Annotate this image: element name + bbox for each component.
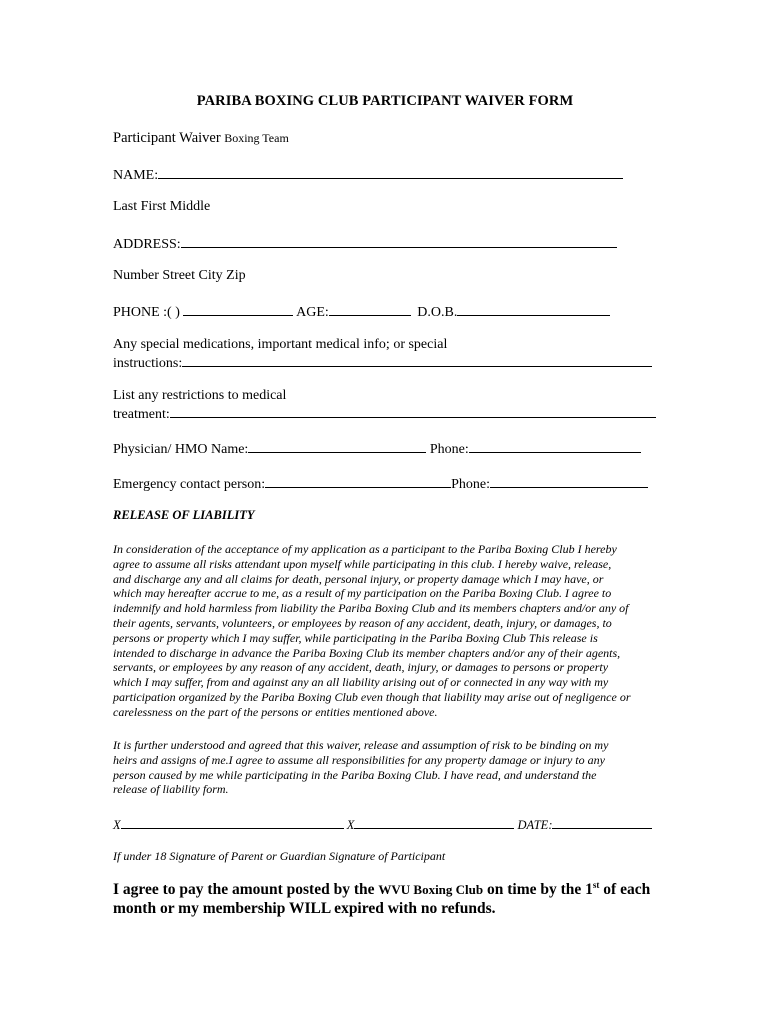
emergency-label: Emergency contact person: [113, 477, 266, 492]
medications-line1: Any special medications, important medical info; or special [113, 337, 448, 352]
medications-row [113, 353, 652, 372]
name-label: NAME: [113, 168, 159, 183]
paragraph-line: their agents, servants, volunteers, or employees by reason of any accident, death, injury, or damages, to [113, 615, 612, 630]
dob-field[interactable] [457, 302, 610, 316]
age-field[interactable] [329, 302, 411, 316]
release-paragraph-1 [113, 542, 661, 720]
paragraph-line: person caused by me while participating in the Pariba Boxing Club. I have read, and understand the [113, 767, 597, 782]
signature-x1: X [113, 818, 121, 832]
phone-label: PHONE :( ) [113, 305, 180, 320]
name-field[interactable] [158, 165, 623, 179]
paragraph-line: intended to discharge in advance the Pariba Boxing Club its member chapters and/or any of their agents, [113, 645, 621, 660]
paragraph-line: release of liability form. [113, 782, 229, 797]
emergency-contact-field[interactable] [265, 474, 451, 488]
agreement-text-a: I agree to pay the amount posted by the [113, 881, 379, 898]
dob-label: D.O.B. [417, 305, 458, 320]
release-heading: RELEASE OF LIABILITY [113, 508, 255, 522]
participant-signature-field[interactable] [121, 815, 344, 829]
emergency-row [113, 474, 648, 493]
release-paragraph-2 [113, 738, 661, 797]
form-title: PARIBA BOXING CLUB PARTICIPANT WAIVER FORM [196, 93, 574, 109]
club-name: WVU Boxing Club [378, 882, 484, 897]
name-row [113, 165, 623, 184]
agreement-text-c: of each [599, 881, 651, 898]
phone-field[interactable] [183, 302, 293, 316]
payment-agreement [113, 880, 650, 918]
paragraph-line: heirs and assigns of me.I agree to assume all responsibilities for any property damage or injury to any [113, 752, 605, 767]
physician-row [113, 439, 641, 458]
restrictions-line1: List any restrictions to medical [113, 388, 287, 403]
age-label: AGE: [296, 305, 329, 320]
signature-row [113, 815, 652, 833]
guardian-signature-field[interactable] [354, 815, 514, 829]
paragraph-line: In consideration of the acceptance of my application as a participant to the Pariba Boxing Club I hereby [113, 542, 617, 556]
physician-label: Physician/ HMO Name: [113, 442, 249, 457]
paragraph-line: servants, or employees by any reason of any accident, death, injury, or damages to persons or property [113, 660, 609, 675]
address-label: ADDRESS: [113, 237, 181, 252]
address-parts-hint: Number Street City Zip [113, 268, 246, 283]
restrictions-field[interactable] [170, 404, 656, 418]
date-label: DATE: [517, 818, 553, 832]
restrictions-label: treatment: [113, 407, 170, 422]
name-parts-hint: Last First Middle [113, 199, 211, 214]
emergency-phone-field[interactable] [490, 474, 648, 488]
paragraph-line: It is further understood and agreed that this waiver, release and assumption of risk to be binding on my [113, 738, 609, 752]
agreement-line-1 [113, 880, 650, 899]
address-row [113, 234, 617, 253]
medications-field[interactable] [182, 353, 652, 367]
signature-note: If under 18 Signature of Parent or Guardian Signature of Participant [113, 849, 446, 863]
medications-label: instructions: [113, 356, 183, 371]
restrictions-row [113, 404, 656, 423]
paragraph-line: which I may suffer, from and against any an all liability arising out of or connected in any way with my [113, 675, 609, 690]
agreement-line-2: month or my membership WILL expired with no refunds. [113, 900, 496, 917]
subtitle-main: Participant Waiver [113, 130, 221, 146]
paragraph-line: which may hereafter accrue to me, as a result of my participation on the Pariba Boxing Club. I agree to [113, 586, 612, 601]
paragraph-line: carelessness on the part of the persons or entities mentioned above. [113, 704, 438, 719]
paragraph-line: persons or property which I may suffer, while participating in the Pariba Boxing Club This release is [113, 630, 598, 645]
phone-age-dob-row [113, 302, 610, 321]
ordinal-suffix: st [592, 879, 600, 890]
paragraph-line: agree to assume all risks attendant upon myself while participating in this club. I hereby waive, release, [113, 556, 612, 571]
emergency-phone-label: Phone: [451, 477, 491, 492]
signature-x2: X [346, 818, 355, 832]
paragraph-line: and discharge any and all claims for death, personal injury, or property damage which I may have, or [113, 571, 604, 586]
physician-field[interactable] [248, 439, 426, 453]
physician-phone-field[interactable] [469, 439, 641, 453]
subtitle-team: Boxing Team [224, 131, 289, 145]
date-field[interactable] [552, 815, 652, 829]
paragraph-line: indemnify and hold harmless from liability the Pariba Boxing Club and its members chapters and/or any of [113, 601, 629, 616]
paragraph-line: participation organized by the Pariba Boxing Club even though that liability may arise out of negligence or [113, 689, 631, 704]
physician-phone-label: Phone: [429, 442, 469, 457]
address-field[interactable] [181, 234, 617, 248]
form-subtitle [113, 130, 289, 147]
agreement-text-b: on time by the 1 [483, 881, 593, 898]
